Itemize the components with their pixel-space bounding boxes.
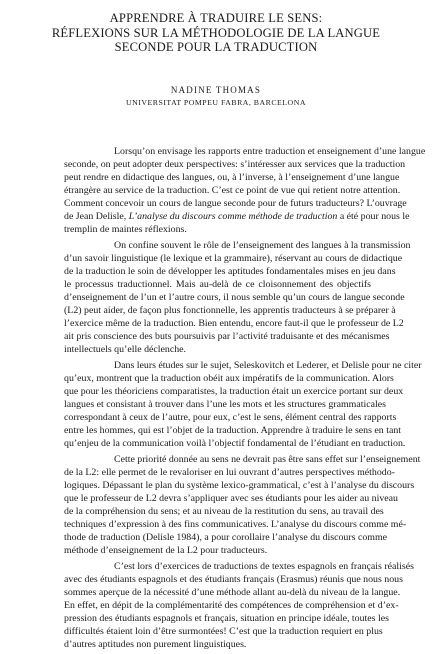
- text-line: tremplin de maintes réflexions.: [64, 224, 187, 235]
- text-line: que le professeur de L2 devra s’appliquer avec ses étudiants pour les aider au niveau: [64, 493, 398, 504]
- text-line: seconde, on peut adopter deux perspectives: s’intéresser aux services que la traduction: [64, 159, 406, 170]
- text-line: Dans leurs études sur le sujet, Seleskovitch et Lederer, et Delisle pour ne citer: [114, 360, 422, 371]
- text-line: thode de traduction (Delisle 1984), a pour corollaire l’analyse du discours comme: [64, 532, 388, 543]
- text-line: intellectuels qu’elle déclenche.: [64, 344, 187, 355]
- text-line: C’est lors d’exercices de traductions de textes espagnols en français réalisés: [114, 561, 414, 572]
- text-line: [64, 210, 410, 223]
- text-line: d’autres aptitudes non purement linguistiques.: [64, 639, 247, 650]
- text-line: langues et consistant à trouver dans l’une les mots et les structures grammaticales: [64, 399, 386, 410]
- text-line: d’un savoir linguistique (le lexique et la grammaire), réservant au cours de didactique: [64, 253, 403, 264]
- book-title: L’analyse du discours comme méthode de traduction: [128, 211, 338, 222]
- text-line: de la L2: elle permet de le revaloriser en lui ouvrant d’autres perspectives méthodo-: [64, 467, 395, 478]
- text-line: étrangère au service de la traduction. C’est ce point de vue qui retient notre attention.: [64, 185, 401, 196]
- text-line: méthode d’enseignement de la L2 pour traducteurs.: [64, 545, 268, 556]
- text-line: que pour les théoriciens comparatistes, la traduction était un exercice portant sur deux: [64, 386, 404, 397]
- paragraph-3: [64, 359, 422, 450]
- text-line: On confine souvent le rôle de l’enseignement des langues à la transmission: [114, 240, 411, 251]
- text-line: entre les hommes, qui est l’objet de la traduction. Apprendre à traduire le sens en tant: [64, 425, 402, 436]
- text-line: Cette priorité donnée au sens ne devrait pas être sans effet sur l’enseignement: [114, 454, 421, 465]
- author-name: NADINE THOMAS: [170, 85, 262, 95]
- text-line: pression des étudiants espagnols et français, situation en principe idéale, toutes les: [64, 613, 389, 624]
- text-line: correspondant à ceux de l’autre, pour eux, c’est le sens, élément central des rapports: [64, 412, 397, 423]
- text-line: ait pris conscience des buts poursuivis par l’activité traduisante et des mécanismes: [64, 331, 390, 342]
- text-fragment: a été pour nous le: [337, 211, 410, 222]
- title-line-2: RÉFLEXIONS SUR LA MÉTHODOLOGIE DE LA LANGUE: [51, 25, 381, 40]
- paper-title: [0, 11, 432, 55]
- text-line: En effet, en dépit de la complémentarité des compétences de compréhension et d’ex-: [64, 600, 399, 611]
- text-line: avec des étudiants espagnols et des étudiants français (Erasmus) réunis que nous nous: [64, 574, 403, 585]
- paragraph-5: [64, 560, 414, 651]
- text-line: d’enseignement de l’un et l’autre cours, il nous semble qu’un cours de langue seconde: [64, 292, 405, 303]
- author-block: [0, 85, 432, 108]
- paragraph-1: [64, 145, 426, 236]
- title-line-3: SECONDE POUR LA TRADUCTION: [114, 40, 318, 55]
- body-text: [64, 145, 426, 654]
- text-line: qu’enjeu de la communication voilà l’objectif fondamental de l’étudiant en traduction.: [64, 438, 406, 449]
- text-line: qu’eux, montrent que la traduction obéit aux impératifs de la communication. Alors: [64, 373, 394, 384]
- text-line: de la traduction le soin de développer les aptitudes fondamentales mises en jeu dans: [64, 266, 396, 277]
- title-line-1: APPRENDRE À TRADUIRE LE SENS:: [109, 11, 323, 25]
- text-line: peut rendre en didactique des langues, ou, à l’inverse, à l’enseignement d’une langue: [64, 172, 400, 183]
- text-line: le processus traductionnel. Mais au-delà de ce cloisonnement des objectifs: [64, 279, 371, 290]
- text-fragment: de Jean Delisle,: [64, 211, 129, 222]
- text-line: l’exercice même de la traduction. Bien entendu, encore faut-il que le professeur de L2: [64, 318, 404, 329]
- text-line: logiques. Dépassant le plan du système lexico-grammatical, c’est à l’analyse du discours: [64, 480, 415, 491]
- text-line: Comment concevoir un cours de langue seconde pour de futurs traducteurs? L’ouvrage: [64, 198, 407, 209]
- paragraph-4: [64, 453, 421, 557]
- text-line: Lorsqu’on envisage les rapports entre traduction et enseignement d’une langue: [114, 146, 426, 157]
- text-line: (L2) peut aider, de façon plus fonctionnelle, les apprentis traducteurs à se préparer à: [64, 305, 396, 316]
- text-line: difficultés étaient loin d’être surmontées! C’est que la traduction requiert en plus: [64, 626, 383, 637]
- text-line: de la compréhension du sens; et au niveau de la restitution du sens, au travail des: [64, 506, 384, 517]
- text-line: techniques d’expression à des fins communicatives. L’analyse du discours comme mé-: [64, 519, 407, 530]
- text-line: sommes aperçue de la nécessité d’une méthode allant au-delà du niveau de la langue.: [64, 587, 401, 598]
- author-affiliation: UNIVERSITAT POMPEU FABRA, BARCELONA: [126, 98, 306, 107]
- paragraph-2: [64, 239, 411, 356]
